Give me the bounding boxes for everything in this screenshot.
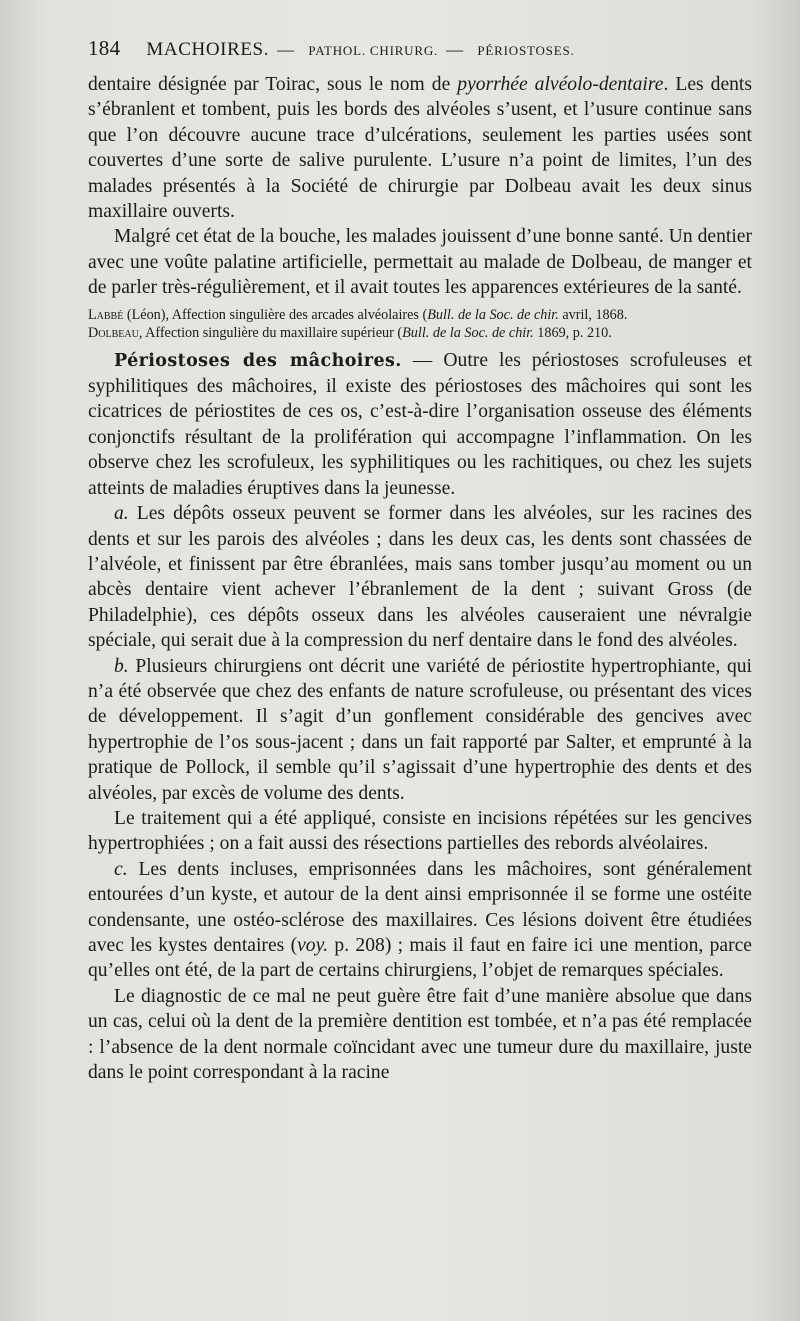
running-head-subsection: PÉRIOSTOSES. xyxy=(477,43,575,58)
term-pyorrhee: pyorrhée alvéolo-dentaire xyxy=(457,74,664,95)
section-paragraph: Périostoses des mâchoires. — Outre les périostoses scrofuleuses et syphilitiques des mâchoires, il existe des périostoses des mâchoires qui sont les cicatrices de périostites de ces os, c’est-à-dire l’organisation osseuse des éléments conjonctifs résultant de la prolifération qui accompagne l’inflammation. On les observe chez les scrofuleux, les syphilitiques ou les rachitiques, ou chez les sujets atteints de maladies éruptives dans la jeunesse. xyxy=(88,349,752,499)
page-number: 184 xyxy=(88,36,121,60)
paragraph: Malgré cet état de la bouche, les malades jouissent d’une bonne santé. Un dentier avec une voûte palatine artificielle, permettait au malade de Dolbeau, de manger et de parler très-régulièrement, et il avait toutes les apparences extérieures de la santé. xyxy=(88,226,752,299)
paragraph: Le traitement qui a été appliqué, consiste en incisions répétées sur les gencives hypertrophiées ; on a fait aussi des résections partielles des rebords alvéolaires. xyxy=(88,807,752,855)
reference-item: Labbé (Léon), Affection singulière des arcades alvéolaires (Bull. de la Soc. de chir. avril, 1868. xyxy=(88,306,628,323)
running-head xyxy=(88,36,752,72)
reference-author: Labbé xyxy=(88,306,124,323)
body-text xyxy=(88,72,752,1085)
running-head-section: PATHOL. CHIRURG. xyxy=(308,43,439,58)
paragraph-a: a. Les dépôts osseux peuvent se former dans les alvéoles, sur les racines des dents et sur les parois des alvéoles ; dans les deux cas, les dents sont chassées de l’alvéole, et finissent par être ébranlées, mais sans tomber jusqu’au moment ou un abcès dentaire vient achever l’ébranlement de la dent ; suivant Gross (de Philadelphie), ces dépôts osseux dans les alvéoles causeraient une névralgie spéciale, qui serait due à la compression du nerf dentaire dans le fond des alvéoles. xyxy=(88,503,752,652)
reference-author: Dolbeau xyxy=(88,324,139,341)
paragraph-b: b. Plusieurs chirurgiens ont décrit une variété de périostite hypertrophiante, qui n’a été observée que chez des enfants de nature scrofuleuse, ou présentant des vices de développement. Il s’agit d’un gonflement considérable des gencives avec hypertrophie de l’os sous-jacent ; dans un fait rapporté par Salter, et emprunté à la pratique de Pollock, il semble qu’il s’agissait d’une hypertrophie des dents et des alvéoles, par excès de volume des dents. xyxy=(88,655,752,804)
paragraph-c: c. Les dents incluses, emprisonnées dans les mâchoires, sont généralement entourées d’un kyste, et autour de la dent ainsi emprisonnée il se forme une ostéite condensante, une ostéo-sclérose des maxillaires. Ces lésions doivent être étudiées avec les kystes dentaires (voy. p. 208) ; mais il faut en faire ici une mention, parce qu’elles ont été, de la part de certains chirurgiens, l’objet de remarques spéciales. xyxy=(88,858,752,982)
paragraph: Le diagnostic de ce mal ne peut guère être fait d’une manière absolue que dans un cas, celui où la dent de la première dentition est tombée, et n’a pas été remplacée : l’absence de la dent normale coïncidant avec une tumeur dure du maxillaire, juste dans le point correspondant à la racine xyxy=(88,985,752,1084)
item-letter: a. xyxy=(114,503,129,525)
running-head-title: MACHOIRES. xyxy=(146,39,270,60)
section-heading: Périostoses des mâchoires. xyxy=(114,350,402,371)
running-head-dash: — xyxy=(277,40,295,59)
bibliography xyxy=(88,306,752,342)
paragraph-continuation: dentaire désignée par Toirac, sous le nom de pyorrhée alvéolo-dentaire. Les dents s’ébranlent et tombent, puis les bords des alvéoles s’usent, et l’usure continue sans que l’on découvre aucune trace d’ulcérations, seulement les parties usées sont couvertes d’une sorte de salive purulente. L’usure n’a point de limites, l’un des malades présentés à la Société de chirurgie par Dolbeau avait les deux sinus maxillaire ouverts. xyxy=(88,74,753,223)
running-head-dash: — xyxy=(446,40,464,59)
item-letter: c. xyxy=(114,858,128,880)
reference-item: Dolbeau, Affection singulière du maxillaire supérieur (Bull. de la Soc. de chir. 1869, p. 210. xyxy=(88,324,612,341)
item-letter: b. xyxy=(114,655,129,677)
